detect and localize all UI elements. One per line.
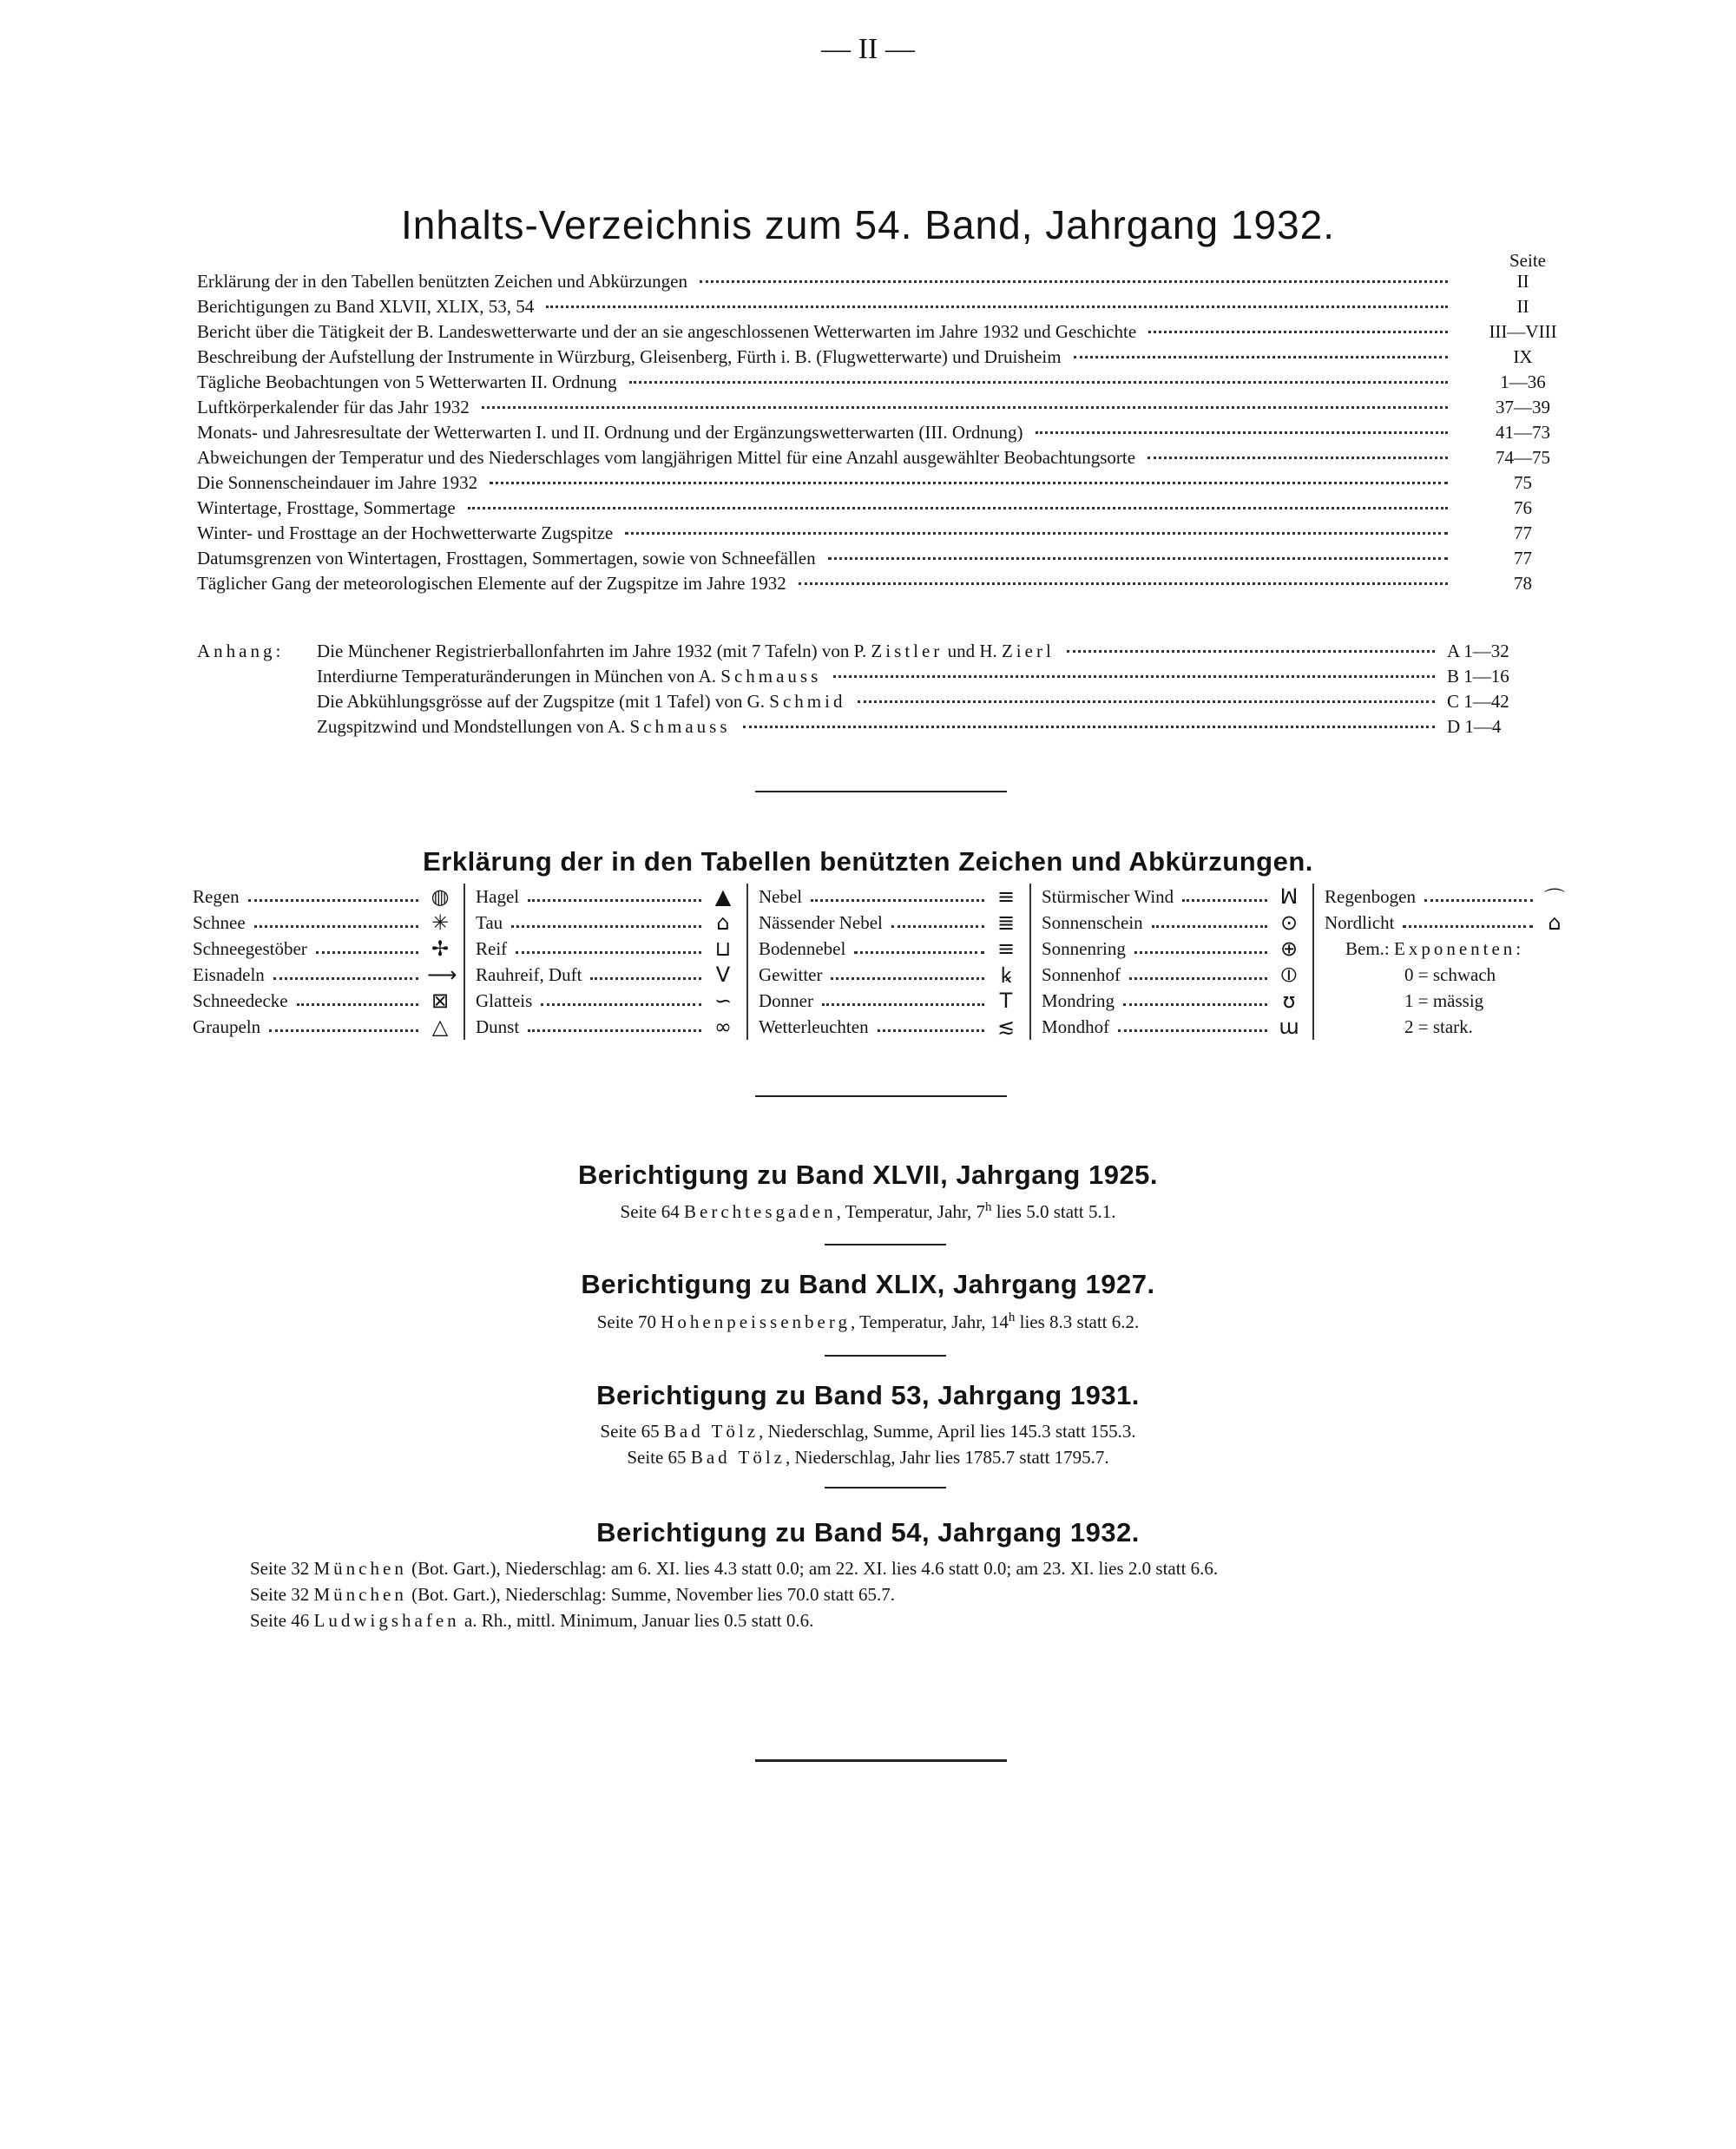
toc-title: Inhalts-Verzeichnis zum 54. Band, Jahrgang 1932. [401,202,1335,247]
correction-title: Berichtigung zu Band 54, Jahrgang 1932. [596,1517,1140,1548]
page-number: — II — [821,33,915,65]
symbols-column [746,884,1029,1040]
symbol-row: Bodennebel ≡ [759,936,1019,962]
gale-icon: ꟽ [1279,884,1299,909]
toc-entry: Erklärung der in den Tabellen benützten Zeichen und Abkürzungen II [197,271,1529,292]
correction-line: Seite 65 Bad Tölz, Niederschlag, Jahr lies 1785.7 statt 1795.7. [627,1447,1109,1468]
symbol-row: Mondhof ɯ [1042,1014,1302,1040]
correction-line: Seite 32 München (Bot. Gart.), Niederschlag: am 6. XI. lies 4.3 statt 0.0; am 22. XI. lies 4.6 statt 0.0; am 23. XI. lies 2.0 statt 6.6. [250,1558,1219,1579]
sunshine-icon: ⊙ [1279,910,1299,935]
toc-list [197,271,1586,598]
solar-halo-icon: ⦶ [1281,963,1297,987]
toc-entry: Datumsgrenzen von Wintertagen, Frosttagen, Sommertagen, sowie von Schneefällen 77 [197,548,1532,568]
exponent-note: Bem.: Exponenten: [1345,937,1525,959]
symbol-row: Nebel ≡ [759,884,1019,910]
symbol-row: Sonnenhof ⦶ [1042,962,1302,988]
appendix-entry: Die Abkühlungsgrösse auf der Zugspitze (mit 1 Tafel) von G. Schmid C 1—42 [317,691,1509,712]
fog-icon: ≡ [996,884,1016,909]
toc-entry: Wintertage, Frosttage, Sommertage 76 [197,497,1532,518]
correction-title: Berichtigung zu Band XLVII, Jahrgang 1925. [577,1160,1159,1190]
toc-entry: Berichtigungen zu Band XLVII, XLIX, 53, 54 II [197,296,1529,317]
symbols-column [1312,884,1578,1040]
rainbow-icon: ⌒ [1544,886,1565,911]
toc-entry: Bericht über die Tätigkeit der B. Landeswetterwarte und der an sie angeschlossenen Wetterwarten im Jahre 1932 und Geschichte III—VIII [197,321,1557,342]
appendix-entry: Interdiurne Temperaturänderungen in München von A. Schmauss B 1—16 [317,666,1509,687]
symbol-row: Schneegestöber ✢ [193,936,453,962]
section-divider [825,1355,946,1357]
hail-icon: ▲ [714,884,732,909]
sheet-lightning-icon: ≲ [996,1015,1016,1039]
snow-cover-icon: ⊠ [431,989,450,1013]
haze-icon: ∞ [714,1015,732,1039]
symbols-title: Erklärung der in den Tabellen benützten Zeichen und Abkürzungen. [423,846,1313,877]
graupel-icon: △ [431,1015,449,1039]
symbol-row: Schneedecke ⊠ [193,988,453,1014]
symbol-row: Schnee ✳ [193,910,453,936]
symbol-row: Regenbogen ⌒ [1325,884,1568,910]
appendix-entry: Die Münchener Registrierballonfahrten im Jahre 1932 (mit 7 Tafeln) von P. Zistler und H. Zierl A 1—32 [317,641,1509,661]
frost-icon: ⊔ [714,936,732,961]
section-divider [825,1487,946,1489]
toc-entry: Beschreibung der Aufstellung der Instrumente in Würzburg, Gleisenberg, Fürth i. B. (Flugwetterwarte) und Druisheim IX [197,346,1533,367]
section-divider [755,1759,1007,1762]
glaze-icon: ∽ [713,989,733,1013]
symbol-row: Sonnenschein ⊙ [1042,910,1302,936]
toc-entry: Winter- und Frosttage an der Hochwetterwarte Zugspitze 77 [197,522,1532,543]
symbol-row: Nordlicht ⌂ [1325,910,1568,936]
wet-fog-icon: ≣ [996,910,1016,935]
snow-icon: ✳ [431,910,450,935]
thunderstorm-icon: ꝃ [1000,963,1012,988]
symbol-row: Donner T [759,988,1019,1014]
symbol-row: Glatteis ∽ [476,988,736,1014]
toc-entry: Luftkörperkalender für das Jahr 1932 37—39 [197,397,1550,417]
toc-seite-header: Seite [1509,250,1546,271]
rime-icon: V [715,963,731,987]
section-divider [825,1244,946,1245]
exponent-value: 1 = mässig [1404,989,1484,1011]
symbol-row: Gewitter ꝃ [759,962,1019,988]
symbols-column [1029,884,1312,1040]
lunar-halo-icon: ɯ [1279,1015,1299,1039]
lunar-ring-icon: ʊ [1282,989,1296,1013]
correction-line: Seite 46 Ludwigshafen a. Rh., mittl. Minimum, Januar lies 0.5 statt 0.6. [250,1610,814,1631]
correction-line: Seite 64 Berchtesgaden, Temperatur, Jahr, 7$^h$ lies 5.0 statt 5.1. [620,1200,1116,1222]
symbol-row: Mondring ʊ [1042,988,1302,1014]
ground-fog-icon: ≡ [996,936,1016,961]
symbol-row: Eisnadeln ⟶ [193,963,457,987]
correction-line: Seite 32 München (Bot. Gart.), Niederschlag: Summe, November lies 70.0 statt 65.7. [250,1584,896,1605]
symbols-table [193,884,1578,1040]
symbol-row: Rauhreif, Duft V [476,962,736,988]
toc-entry: Die Sonnenscheindauer im Jahre 1932 75 [197,472,1532,493]
exponent-value: 0 = schwach [1404,963,1496,985]
blowing-snow-icon: ✢ [431,936,450,961]
rain-icon: ◍ [431,884,450,909]
exponent-value: 2 = stark. [1404,1015,1473,1037]
correction-line: Seite 70 Hohenpeissenberg, Temperatur, Jahr, 14$^h$ lies 8.3 statt 6.2. [596,1311,1140,1332]
symbol-row: Tau ⌂ [476,910,736,936]
correction-title: Berichtigung zu Band XLIX, Jahrgang 1927. [581,1269,1155,1299]
symbol-row: Stürmischer Wind ꟽ [1042,884,1302,910]
symbol-row: Reif ⊔ [476,936,736,962]
thunder-icon: T [999,989,1013,1013]
dew-icon: ⌂ [716,910,730,935]
toc-entry: Täglicher Gang der meteorologischen Elemente auf der Zugspitze im Jahre 1932 78 [197,573,1532,594]
appendix-label: Anhang: [197,641,285,661]
symbol-row: Hagel ▲ [476,884,736,910]
aurora-icon: ⌂ [1548,910,1562,935]
ice-needles-icon: ⟶ [427,963,457,987]
symbols-column [193,884,464,1040]
symbol-row: Graupeln △ [193,1014,453,1040]
symbol-row: Regen ◍ [193,884,453,910]
correction-line: Seite 65 Bad Tölz, Niederschlag, Summe, April lies 145.3 statt 155.3. [600,1421,1136,1442]
symbols-column [464,884,746,1040]
correction-title: Berichtigung zu Band 53, Jahrgang 1931. [596,1380,1140,1410]
toc-entry: Tägliche Beobachtungen von 5 Wetterwarten II. Ordnung 1—36 [197,371,1546,392]
toc-entry: Abweichungen der Temperatur und des Niederschlages vom langjährigen Mittel für eine Anzahl ausgewählter Beobachtungsorte 74—75 [197,447,1550,468]
section-divider [755,1095,1007,1097]
appendix-entry: Zugspitzwind und Mondstellungen von A. Schmauss D 1—4 [317,716,1502,737]
toc-entry: Monats- und Jahresresultate der Wetterwarten I. und II. Ordnung und der Ergänzungswetterwarten (III. Ordnung) 41—73 [197,422,1550,443]
symbol-row: Sonnenring ⊕ [1042,936,1302,962]
symbol-row: Nässender Nebel ≣ [759,910,1019,936]
symbol-row: Dunst ∞ [476,1014,736,1040]
solar-ring-icon: ⊕ [1279,936,1299,961]
symbol-row: Wetterleuchten ≲ [759,1014,1019,1040]
section-divider [755,791,1007,792]
